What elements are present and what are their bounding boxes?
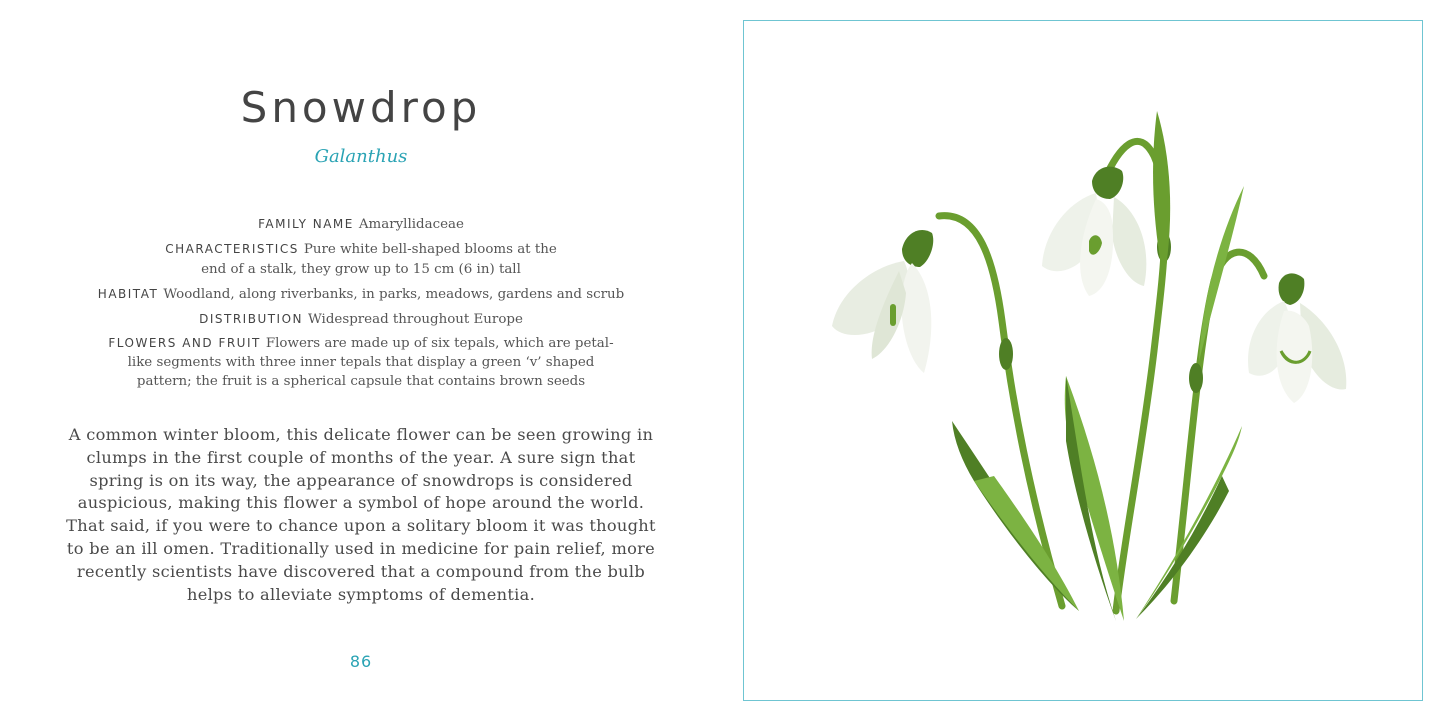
fact-distribution	[90, 309, 632, 330]
page-title: Snowdrop	[240, 83, 482, 132]
snowdrop-illustration	[744, 21, 1422, 700]
latin-name: Galanthus	[314, 146, 408, 167]
flower-left-petal-front	[901, 263, 931, 373]
stem-node	[999, 338, 1013, 370]
fact-value: Pure white bell-shaped blooms at the end of a stalk, they grow up to 15 cm (6 in) tall	[201, 242, 557, 277]
fact-label: CHARACTERISTICS	[165, 242, 299, 256]
facts-list	[90, 214, 632, 395]
flower-middle-cap	[1092, 167, 1123, 199]
fact-value: Flowers are made up of six tepals, which are petal-like segments with three inner tepals that display a green ‘v’ shaped pattern; the fruit is a spherical capsule that contains brown seeds	[127, 336, 614, 389]
fact-label: FAMILY NAME	[258, 217, 354, 231]
flower-left-cap	[902, 230, 933, 267]
fact-label: DISTRIBUTION	[199, 312, 304, 326]
fact-value: Woodland, along riverbanks, in parks, meadows, gardens and scrub	[163, 287, 625, 302]
fact-label: HABITAT	[97, 287, 159, 301]
fact-habitat	[90, 284, 632, 305]
stem-left	[939, 216, 1062, 606]
description-paragraph: A common winter bloom, this delicate flower can be seen growing in clumps in the first couple of months of the year. A sure sign that spring is on its way, the appearance of snowdrops is considered auspicious, making this flower a symbol of hope around the world. That said, if you were to chance upon a solitary bloom it was thought to be an ill omen. Traditionally used in medicine for pain relief, more recently scientists have discovered that a compound from the bulb helps to alleviate symptoms of dementia.	[66, 425, 656, 604]
fact-characteristics	[90, 239, 632, 280]
flower-left-mark	[890, 304, 896, 326]
fact-family-name	[90, 214, 632, 235]
leaf-bottom-left-light	[974, 476, 1079, 611]
left-page	[0, 0, 722, 723]
fact-value: Widespread throughout Europe	[308, 312, 523, 327]
fact-label: FLOWERS AND FRUIT	[108, 336, 261, 350]
flower-right-cap	[1279, 273, 1305, 305]
fact-flowers-and-fruit	[90, 334, 632, 391]
fact-value: Amaryllidaceae	[358, 217, 464, 232]
illustration-frame	[743, 20, 1423, 701]
flower-middle-petal-right	[1112, 197, 1146, 286]
leaf-bottom-center	[1065, 376, 1124, 621]
page-number: 86	[349, 652, 373, 671]
stem-node	[1189, 363, 1203, 393]
